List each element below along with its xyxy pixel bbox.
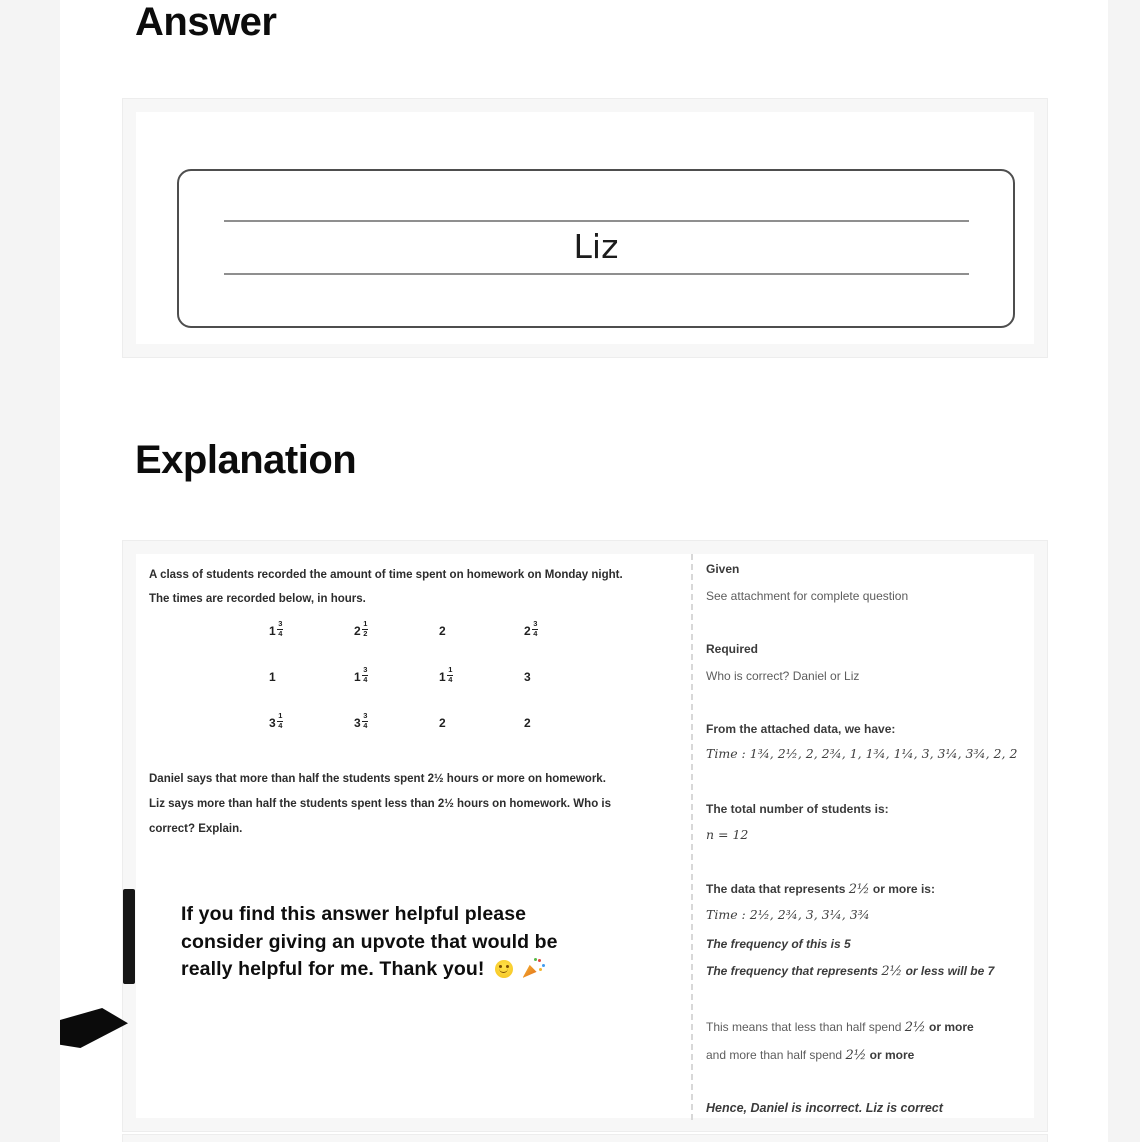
total-students-value: n = 12 (706, 827, 749, 842)
party-popper-emoji-icon (523, 958, 543, 978)
given-label: Given (706, 562, 740, 576)
times-table (269, 619, 609, 734)
required-text: Who is correct? Daniel or Liz (706, 669, 860, 683)
time-value: 1 (269, 669, 276, 684)
frequency-post: or less will be 7 (902, 964, 995, 978)
fraction-value: 2½ (848, 882, 870, 897)
stacked-fraction: $\frac{1}{4}$ (278, 711, 283, 730)
upvote-line (181, 956, 671, 984)
upvote-line-text: really helpful for me. Thank you! (181, 958, 485, 980)
time-value: 2 $\frac{1}{2}$ (354, 619, 368, 638)
frequency-line-2 (706, 964, 994, 979)
upvote-line: If you find this answer helpful please (181, 903, 527, 925)
marker-ink-smudge (60, 1008, 128, 1048)
stacked-fraction: $\frac{3}{4}$ (363, 665, 368, 684)
fraction-value: 2½ (881, 964, 903, 979)
upvote-line: consider giving an upvote that would be (181, 930, 558, 953)
time-series-all: Time : 1¾, 2½, 2, 2¾, 1, 1¾, 1¼, 3, 3¼, 3¾, 2, 2 (706, 746, 1018, 761)
answer-panel (122, 98, 1048, 358)
meaning-emphasis: or more (925, 1020, 974, 1034)
stacked-fraction: $\frac{1}{4}$ (448, 665, 453, 684)
marker-ink-stroke (123, 889, 135, 984)
fraction-value: 2½ (904, 1020, 926, 1035)
frequency-pre: The frequency that represents (706, 964, 882, 978)
stacked-fraction: $\frac{3}{4}$ (363, 711, 368, 730)
time-value: 2 (524, 715, 531, 730)
page (60, 0, 1108, 1142)
answer-frame (177, 169, 1015, 328)
answer-value: Liz (573, 227, 619, 266)
next-panel-edge (122, 1134, 1048, 1142)
stacked-fraction: $\frac{1}{2}$ (363, 619, 368, 638)
answer-heading: Answer (135, 0, 277, 44)
stacked-fraction: $\frac{3}{4}$ (278, 619, 283, 638)
time-value: 3 $\frac{1}{4}$ (269, 711, 283, 730)
question-body (149, 767, 697, 842)
stacked-fraction: $\frac{3}{4}$ (533, 619, 538, 638)
time-value: 2 $\frac{3}{4}$ (524, 619, 538, 638)
question-intro (149, 563, 689, 611)
explanation-panel (122, 540, 1048, 1132)
meaning-pre: This means that less than half spend (706, 1020, 905, 1034)
time-value: 2 (439, 715, 446, 730)
meaning-pre: and more than half spend (706, 1048, 846, 1062)
time-value: 3 (524, 669, 531, 684)
given-text: See attachment for complete question (706, 589, 909, 603)
data-label: From the attached data, we have: (706, 722, 896, 736)
explanation-heading: Explanation (135, 438, 357, 482)
question-intro-line: A class of students recorded the amount of time spent on homework on Monday night. (149, 569, 623, 581)
question-body-line: Daniel says that more than half the students spent 2½ hours or more on homework. (149, 773, 606, 785)
time-value: 1 $\frac{3}{4}$ (269, 619, 283, 638)
time-value: 1 $\frac{3}{4}$ (354, 665, 368, 684)
answer-rule-top (224, 220, 969, 222)
meaning-emphasis: or more (866, 1048, 915, 1062)
time-value: 2 (439, 623, 446, 638)
time-value: 3 $\frac{3}{4}$ (354, 711, 368, 730)
time-value: 1 $\frac{1}{4}$ (439, 665, 453, 684)
meaning-line-2 (706, 1048, 914, 1063)
smiling-face-emoji-icon (495, 960, 513, 978)
question-intro-line: The times are recorded below, in hours. (149, 593, 366, 605)
total-students-label: The total number of students is: (706, 802, 889, 816)
column-divider (691, 554, 693, 1120)
meaning-line-1 (706, 1020, 974, 1035)
question-body-line: Liz says more than half the students spent less than 2½ hours on homework. Who is (149, 798, 611, 810)
required-label: Required (706, 642, 759, 656)
question-body-line: correct? Explain. (149, 823, 243, 835)
data-more-post: or more is: (869, 882, 935, 896)
answer-rule-bottom (224, 273, 969, 275)
upvote-note (181, 901, 671, 984)
fraction-value: 2½ (845, 1048, 867, 1063)
time-series-more: Time : 2½, 2¾, 3, 3¼, 3¾ (706, 907, 870, 922)
conclusion-text: Hence, Daniel is incorrect. Liz is correct (706, 1101, 943, 1115)
data-more-pre: The data that represents (706, 882, 849, 896)
answer-card (136, 112, 1034, 344)
frequency-line-1: The frequency of this is 5 (706, 937, 851, 951)
data-more-label (706, 882, 935, 897)
